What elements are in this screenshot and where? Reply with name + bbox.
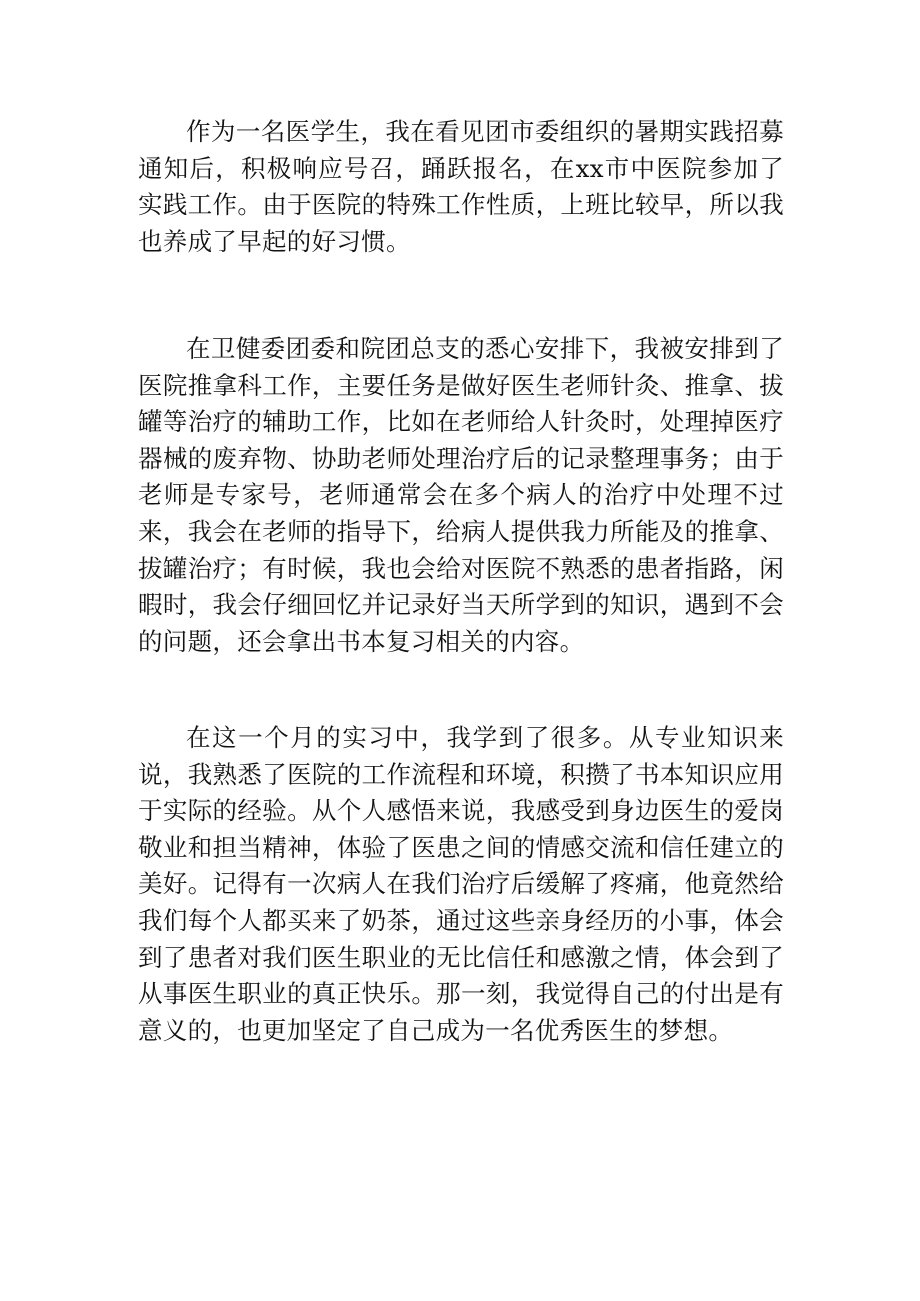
paragraph-1: 作为一名医学生，我在看见团市委组织的暑期实践招募通知后，积极响应号召，踊跃报名，在xx市中医院参加了实践工作。由于医院的特殊工作性质，上班比较早，所以我也养成了早起的好习惯。 [138,117,784,256]
paragraph-3: 在这一个月的实习中，我学到了很多。从专业知识来说，我熟悉了医院的工作流程和环境，积攒了书本知识应用于实际的经验。从个人感悟来说，我感受到身边医生的爱岗敬业和担当精神，体验了医患之间的情感交流和信任建立的美好。记得有一次病人在我们治疗后缓解了疼痛，他竟然给我们每个人都买来了奶茶，通过这些亲身经历的小事，体会到了患者对我们医生职业的无比信任和感激之情，体会到了从事医生职业的真正快乐。那一刻，我觉得自己的付出是有意义的，也更加坚定了自己成为一名优秀医生的梦想。 [138,723,784,1045]
paragraph-2: 在卫健委团委和院团总支的悉心安排下，我被安排到了医院推拿科工作，主要任务是做好医生老师针灸、推拿、拔罐等治疗的辅助工作，比如在老师给人针灸时，处理掉医疗器械的废弃物、协助老师处理治疗后的记录整理事务；由于老师是专家号，老师通常会在多个病人的治疗中处理不过来，我会在老师的指导下，给病人提供我力所能及的推拿、拔罐治疗；有时候，我也会给对医院不熟悉的患者指路，闲暇时，我会仔细回忆并记录好当天所学到的知识，遇到不会的问题，还会拿出书本复习相关的内容。 [138,334,784,656]
